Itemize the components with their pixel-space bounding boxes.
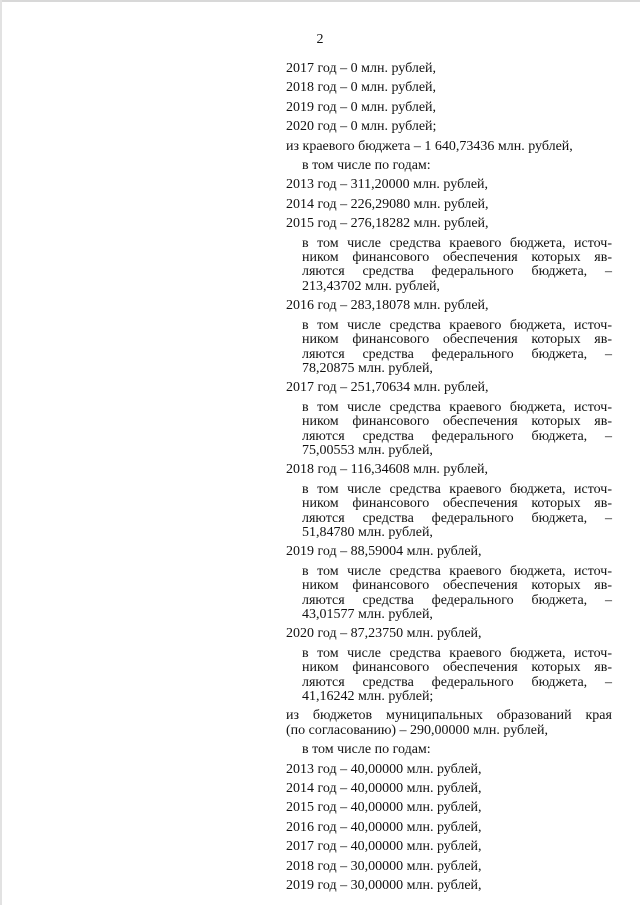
- year-amount-line: 2016 год – 40,00000 млн. рублей,: [286, 819, 482, 835]
- paragraph-word: ляются: [302, 346, 345, 362]
- paragraph-word: бюджета,: [509, 317, 566, 333]
- paragraph-word: (по согласованию) – 290,00000 млн. рублей,: [286, 722, 548, 738]
- year-amount-line: 2018 год – 116,34608 млн. рублей,: [286, 462, 489, 478]
- paragraph-word: бюджета,: [509, 235, 566, 251]
- budget-source-line: из краевого бюджета – 1 640,73436 млн. рублей,: [286, 138, 573, 154]
- paragraph-word: источ-: [574, 481, 612, 497]
- paragraph-word: –: [604, 264, 612, 280]
- year-amount-line: 2019 год – 0 млн. рублей,: [286, 99, 437, 115]
- paragraph-word: которых: [531, 332, 581, 348]
- paragraph-word: финансового: [352, 660, 430, 676]
- paragraph-word: федерального: [431, 674, 514, 690]
- paragraph-word: источ-: [574, 563, 612, 579]
- paragraph-word: числе: [347, 563, 382, 579]
- paragraph-word: том: [317, 399, 339, 415]
- paragraph-word: средства: [389, 317, 441, 333]
- federal-share-paragraph: [286, 483, 612, 541]
- paragraph-word: средства: [362, 428, 414, 444]
- paragraph-row: [302, 319, 612, 333]
- paragraph-word: яв-: [594, 414, 612, 430]
- paragraph-row: [302, 348, 612, 362]
- paragraph-word: образований: [496, 708, 572, 724]
- paragraph-word: муниципальных: [385, 708, 483, 724]
- paragraph-word: которых: [531, 414, 581, 430]
- paragraph-word: в: [302, 399, 309, 415]
- paragraph-word: ником: [302, 660, 339, 676]
- paragraph-word: том: [317, 317, 339, 333]
- year-amount-line: 2013 год – 40,00000 млн. рублей,: [286, 761, 482, 777]
- paragraph-word: –: [604, 592, 612, 608]
- paragraph-row: [302, 526, 612, 540]
- paragraph-word: краевого: [449, 399, 502, 415]
- paragraph-word: числе: [347, 481, 382, 497]
- paragraph-word: 78,20875 млн. рублей,: [302, 360, 433, 376]
- paragraph-word: 213,43702 млн. рублей,: [302, 278, 440, 294]
- paragraph-row: [302, 497, 612, 511]
- year-amount-line: 2016 год – 283,18078 млн. рублей,: [286, 298, 489, 314]
- paragraph-word: краевого: [449, 317, 502, 333]
- paragraph-word: обеспечения: [442, 578, 518, 594]
- paragraph-word: средства: [389, 235, 441, 251]
- year-amount-line: 2018 год – 30,00000 млн. рублей,: [286, 858, 482, 874]
- paragraph-row: [302, 430, 612, 444]
- paragraph-word: –: [604, 428, 612, 444]
- paragraph-word: –: [604, 346, 612, 362]
- year-amount-line: 2019 год – 88,59004 млн. рублей,: [286, 544, 482, 560]
- year-amount-line: 2015 год – 40,00000 млн. рублей,: [286, 800, 482, 816]
- paragraph-word: ником: [302, 332, 339, 348]
- paragraph-word: средства: [362, 346, 414, 362]
- paragraph-word: бюджета,: [509, 563, 566, 579]
- paragraph-word: 41,16242 млн. рублей;: [302, 689, 434, 705]
- year-amount-line: 2014 год – 226,29080 млн. рублей,: [286, 196, 489, 212]
- year-amount-line: 2020 год – 87,23750 млн. рублей,: [286, 626, 482, 642]
- year-amount-line: 2020 год – 0 млн. рублей;: [286, 119, 437, 135]
- paragraph-word: бюджета,: [509, 645, 566, 661]
- paragraph-word: краевого: [449, 563, 502, 579]
- paragraph-word: средства: [389, 481, 441, 497]
- paragraph-word: в: [302, 317, 309, 333]
- paragraph-word: краевого: [449, 235, 502, 251]
- paragraph-word: средства: [389, 399, 441, 415]
- paragraph-word: федерального: [431, 510, 514, 526]
- paragraph-word: 43,01577 млн. рублей,: [302, 607, 433, 622]
- paragraph-word: федерального: [431, 264, 514, 280]
- paragraph-word: яв-: [594, 332, 612, 348]
- paragraph-word: яв-: [594, 660, 612, 676]
- paragraph-word: обеспечения: [442, 414, 518, 430]
- paragraph-word: финансового: [352, 250, 430, 266]
- paragraph-word: краевого: [449, 645, 502, 661]
- paragraph-row: [302, 608, 612, 622]
- paragraph-row: [302, 280, 612, 294]
- paragraph-word: источ-: [574, 645, 612, 661]
- paragraph-word: федерального: [431, 592, 514, 608]
- paragraph-word: обеспечения: [442, 496, 518, 512]
- paragraph-word: ником: [302, 496, 339, 512]
- year-amount-line: 2017 год – 251,70634 млн. рублей,: [286, 380, 489, 396]
- paragraph-row: [302, 333, 612, 347]
- paragraph-row: [302, 512, 612, 526]
- paragraph-word: которых: [531, 496, 581, 512]
- year-amount-line: 2017 год – 40,00000 млн. рублей,: [286, 839, 482, 855]
- paragraph-word: обеспечения: [442, 250, 518, 266]
- paragraph-row: [302, 690, 612, 704]
- paragraph-row: [302, 265, 612, 279]
- year-amount-line: 2014 год – 40,00000 млн. рублей,: [286, 781, 482, 797]
- paragraph-word: из: [286, 708, 300, 724]
- paragraph-word: средства: [362, 674, 414, 690]
- paragraph-row: [286, 724, 612, 738]
- scan-edge-top: [0, 0, 640, 2]
- paragraph-word: которых: [531, 250, 581, 266]
- paragraph-word: источ-: [574, 235, 612, 251]
- paragraph-row: [302, 661, 612, 675]
- federal-share-paragraph: [286, 647, 612, 705]
- year-amount-line: 2018 год – 0 млн. рублей,: [286, 80, 437, 96]
- municipal-budget-paragraph: [286, 709, 612, 738]
- paragraph-word: бюджета,: [509, 481, 566, 497]
- paragraph-word: бюджета,: [531, 346, 588, 362]
- federal-share-paragraph: [286, 237, 612, 295]
- paragraph-word: том: [317, 645, 339, 661]
- scan-edge-left: [0, 0, 2, 905]
- paragraph-word: финансового: [352, 332, 430, 348]
- paragraph-word: ником: [302, 414, 339, 430]
- paragraph-row: [302, 401, 612, 415]
- paragraph-word: финансового: [352, 578, 430, 594]
- paragraph-word: обеспечения: [442, 660, 518, 676]
- paragraph-word: яв-: [594, 578, 612, 594]
- paragraph-word: федерального: [431, 428, 514, 444]
- federal-share-paragraph: [286, 401, 612, 459]
- by-year-heading: в том числе по годам:: [302, 158, 431, 174]
- paragraph-word: ляются: [302, 674, 345, 690]
- paragraph-word: бюджетов: [312, 708, 373, 724]
- paragraph-word: бюджета,: [531, 592, 588, 608]
- paragraph-word: в: [302, 235, 309, 251]
- paragraph-word: обеспечения: [442, 332, 518, 348]
- paragraph-word: том: [317, 563, 339, 579]
- paragraph-word: краевого: [449, 481, 502, 497]
- paragraph-word: яв-: [594, 496, 612, 512]
- federal-share-paragraph: [286, 319, 612, 377]
- paragraph-word: яв-: [594, 250, 612, 266]
- paragraph-word: средства: [362, 264, 414, 280]
- paragraph-word: финансового: [352, 414, 430, 430]
- paragraph-word: 75,00553 млн. рублей,: [302, 442, 433, 458]
- page-number: 2: [316, 32, 324, 47]
- paragraph-word: бюджета,: [531, 510, 588, 526]
- paragraph-word: ником: [302, 578, 339, 594]
- paragraph-row: [302, 415, 612, 429]
- paragraph-word: финансового: [352, 496, 430, 512]
- year-amount-line: 2013 год – 311,20000 млн. рублей,: [286, 177, 489, 193]
- year-amount-line: 2019 год – 30,00000 млн. рублей,: [286, 878, 482, 894]
- paragraph-row: [302, 676, 612, 690]
- paragraph-word: края: [585, 708, 612, 724]
- paragraph-word: 51,84780 млн. рублей,: [302, 524, 433, 540]
- paragraph-word: средства: [389, 645, 441, 661]
- paragraph-row: [302, 483, 612, 497]
- paragraph-word: средства: [362, 510, 414, 526]
- paragraph-word: бюджета,: [531, 428, 588, 444]
- paragraph-row: [302, 594, 612, 608]
- paragraph-row: [302, 565, 612, 579]
- paragraph-word: числе: [347, 399, 382, 415]
- paragraph-word: –: [604, 510, 612, 526]
- year-amount-line: 2017 год – 0 млн. рублей,: [286, 61, 437, 76]
- paragraph-word: ляются: [302, 264, 345, 280]
- paragraph-word: которых: [531, 578, 581, 594]
- paragraph-word: числе: [347, 645, 382, 661]
- paragraph-word: ляются: [302, 428, 345, 444]
- year-amount-line: 2015 год – 276,18282 млн. рублей,: [286, 216, 489, 232]
- paragraph-row: [302, 579, 612, 593]
- federal-share-paragraph: [286, 565, 612, 623]
- paragraph-word: средства: [362, 592, 414, 608]
- paragraph-row: [302, 362, 612, 376]
- paragraph-word: средства: [389, 563, 441, 579]
- paragraph-row: [286, 709, 612, 723]
- paragraph-word: ляются: [302, 592, 345, 608]
- paragraph-word: ляются: [302, 510, 345, 526]
- paragraph-word: в: [302, 563, 309, 579]
- budget-text-block: [286, 62, 612, 899]
- paragraph-word: источ-: [574, 317, 612, 333]
- paragraph-row: [302, 237, 612, 251]
- paragraph-word: ником: [302, 250, 339, 266]
- paragraph-word: источ-: [574, 399, 612, 415]
- paragraph-word: бюджета,: [531, 264, 588, 280]
- paragraph-word: бюджета,: [531, 674, 588, 690]
- paragraph-word: в: [302, 481, 309, 497]
- paragraph-word: –: [604, 674, 612, 690]
- paragraph-word: числе: [347, 235, 382, 251]
- by-year-heading: в том числе по годам:: [302, 742, 431, 758]
- paragraph-row: [302, 251, 612, 265]
- paragraph-word: федерального: [431, 346, 514, 362]
- paragraph-word: которых: [531, 660, 581, 676]
- paragraph-word: том: [317, 481, 339, 497]
- paragraph-word: бюджета,: [509, 399, 566, 415]
- paragraph-word: числе: [347, 317, 382, 333]
- paragraph-word: в: [302, 645, 309, 661]
- paragraph-row: [302, 444, 612, 458]
- paragraph-word: том: [317, 235, 339, 251]
- paragraph-row: [302, 647, 612, 661]
